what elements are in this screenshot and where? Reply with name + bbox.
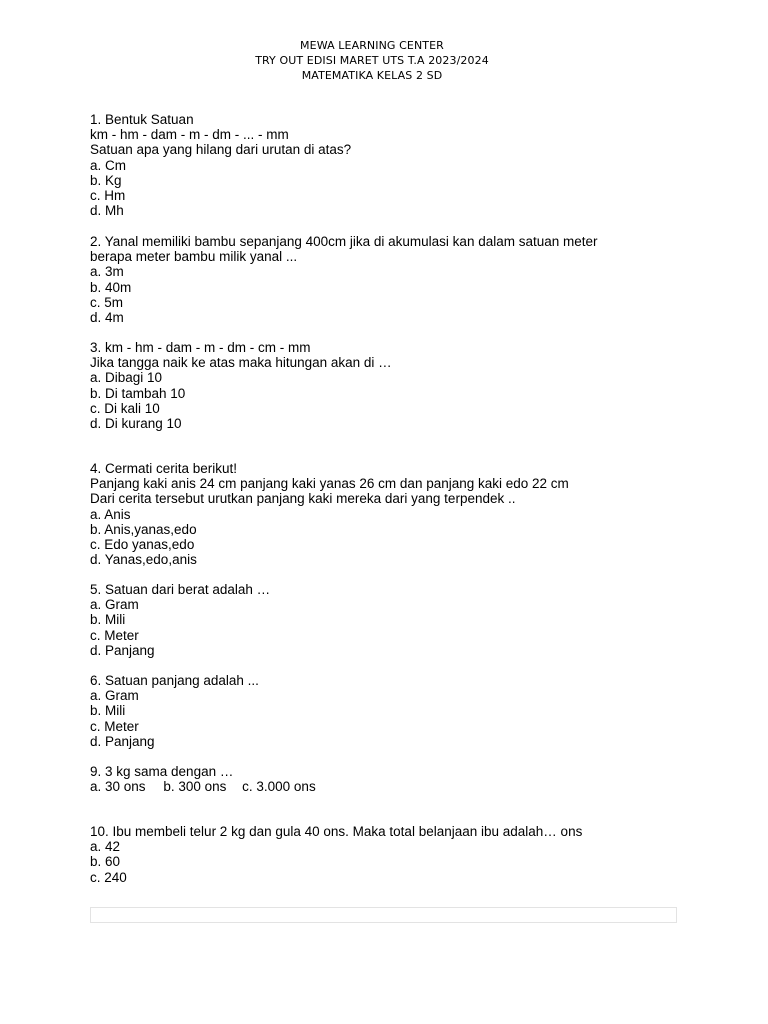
exam-title: TRY OUT EDISI MARET UTS T.A 2023/2024 bbox=[255, 54, 489, 67]
empty-text-box bbox=[90, 907, 677, 923]
document-header bbox=[0, 38, 768, 83]
question-line: 10. Ibu membeli telur 2 kg dan gula 40 ons. Maka total belanjaan ibu adalah… ons bbox=[90, 824, 583, 839]
question-line: 6. Satuan panjang adalah ... bbox=[90, 673, 259, 688]
answer-option: c. Edo yanas,edo bbox=[90, 536, 195, 552]
question-line: berapa meter bambu milik yanal ... bbox=[90, 249, 298, 265]
question-line: km - hm - dam - m - dm - ... - mm bbox=[90, 127, 289, 143]
answer-option: d. Panjang bbox=[90, 642, 155, 658]
subject-title: MATEMATIKA KELAS 2 SD bbox=[301, 69, 443, 82]
question-9 bbox=[90, 764, 316, 794]
answer-option: c. Hm bbox=[90, 187, 126, 203]
question-10 bbox=[90, 824, 582, 885]
answer-option: c. 3.000 ons bbox=[242, 779, 316, 795]
answer-option: b. Mili bbox=[90, 612, 126, 628]
question-line: 5. Satuan dari berat adalah … bbox=[90, 582, 271, 597]
question-line: 9. 3 kg sama dengan … bbox=[90, 764, 234, 779]
answer-option: b. Kg bbox=[90, 172, 122, 188]
answer-option: d. Di kurang 10 bbox=[90, 415, 182, 431]
answer-options-inline bbox=[90, 779, 316, 794]
answer-option: a. Anis bbox=[90, 506, 131, 522]
answer-option: b. Di tambah 10 bbox=[90, 385, 186, 401]
answer-option: b. Anis,yanas,edo bbox=[90, 521, 197, 537]
question-5 bbox=[90, 582, 270, 658]
answer-option: a. 30 ons bbox=[90, 779, 146, 795]
question-line: Panjang kaki anis 24 cm panjang kaki yanas 26 cm dan panjang kaki edo 22 cm bbox=[90, 476, 569, 492]
answer-option: c. 240 bbox=[90, 869, 127, 885]
answer-option: b. 60 bbox=[90, 854, 121, 870]
question-line: Jika tangga naik ke atas maka hitungan akan di … bbox=[90, 355, 392, 371]
answer-option: a. 3m bbox=[90, 264, 124, 280]
question-4 bbox=[90, 461, 569, 567]
school-name: MEWA LEARNING CENTER bbox=[300, 39, 444, 52]
answer-option: a. Dibagi 10 bbox=[90, 370, 163, 386]
answer-option: c. Meter bbox=[90, 627, 139, 643]
answer-option: d. Yanas,edo,anis bbox=[90, 552, 197, 568]
question-line: 1. Bentuk Satuan bbox=[90, 112, 194, 127]
answer-option: d. 4m bbox=[90, 309, 124, 325]
answer-option: c. 5m bbox=[90, 294, 124, 310]
question-1 bbox=[90, 112, 351, 218]
question-2 bbox=[90, 234, 598, 325]
question-3 bbox=[90, 340, 392, 431]
answer-option: a. Gram bbox=[90, 688, 139, 704]
question-line: 2. Yanal memiliki bambu sepanjang 400cm jika di akumulasi kan dalam satuan meter bbox=[90, 234, 598, 249]
question-line: Dari cerita tersebut urutkan panjang kaki mereka dari yang terpendek .. bbox=[90, 491, 516, 507]
answer-option: d. Panjang bbox=[90, 733, 155, 749]
answer-option: c. Meter bbox=[90, 718, 139, 734]
answer-option: b. 300 ons bbox=[163, 779, 227, 795]
answer-option: a. 42 bbox=[90, 839, 121, 855]
question-6 bbox=[90, 673, 259, 749]
answer-option: c. Di kali 10 bbox=[90, 400, 160, 416]
answer-option: b. 40m bbox=[90, 279, 132, 295]
answer-option: a. Cm bbox=[90, 157, 127, 173]
answer-option: d. Mh bbox=[90, 203, 124, 219]
question-line: 3. km - hm - dam - m - dm - cm - mm bbox=[90, 340, 311, 355]
question-line: Satuan apa yang hilang dari urutan di atas? bbox=[90, 142, 352, 158]
answer-option: b. Mili bbox=[90, 703, 126, 719]
answer-option: a. Gram bbox=[90, 597, 139, 613]
question-line: 4. Cermati cerita berikut! bbox=[90, 461, 238, 476]
